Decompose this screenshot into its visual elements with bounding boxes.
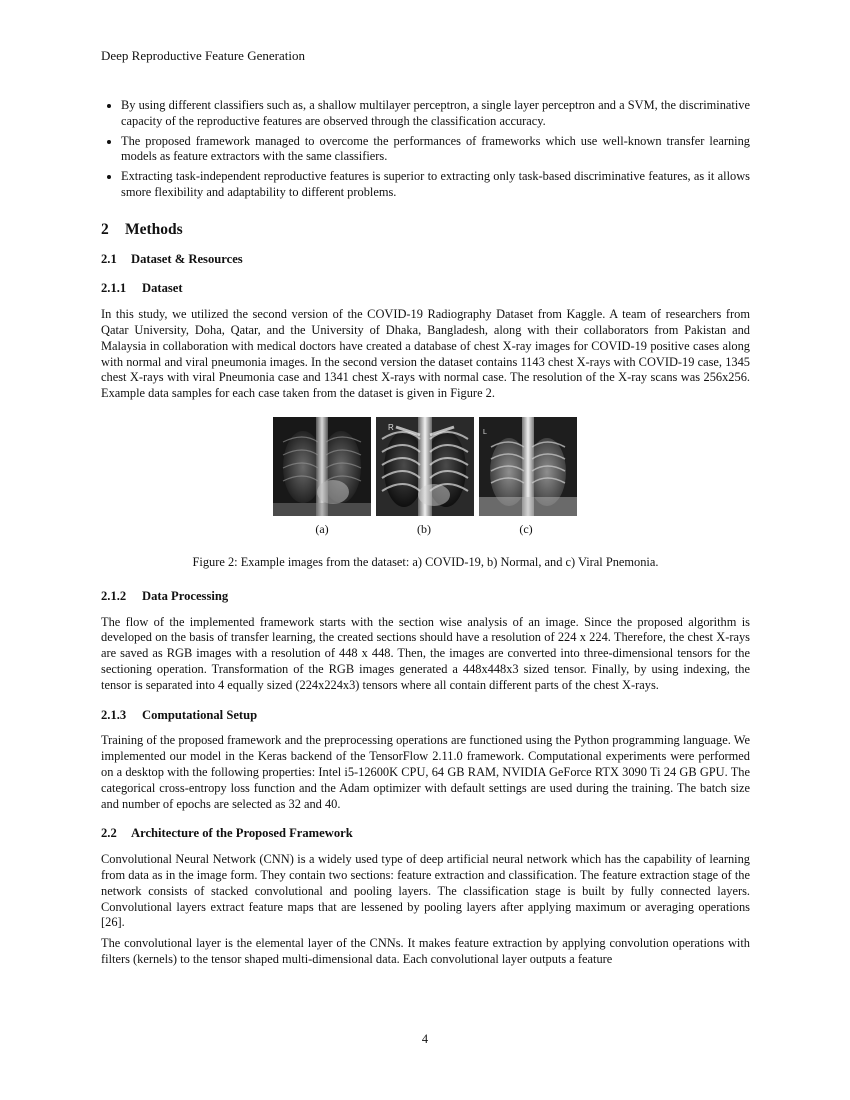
subsection-heading-dataset-resources bbox=[101, 252, 750, 268]
subsubsection-heading-computational-setup bbox=[101, 708, 750, 724]
xray-image-covid bbox=[273, 417, 371, 516]
paragraph-computational-setup: Training of the proposed framework and the preprocessing operations are functioned using the Python programming language. We implemented our model in the Keras backend of the TensorFlow 2.11.0 framework. Computational experiments were performed on a desktop with the following properties: Intel i5-12600K CPU, 64 GB RAM, NVIDIA GeForce RTX 3090 Ti 24 GB GPU. The categorical cross-entropy loss function and the Adam optimizer with default settings are used during the training. The batch size and number of epochs are selected as 32 and 40. bbox=[101, 733, 750, 811]
list-item: • By using different classifiers such as, a shallow multilayer perceptron, a single layer perceptron and a SVM, the discriminative capacity of the reproductive features are observed through the classification accuracy. bbox=[121, 98, 750, 130]
subfigure-label-b: (b) bbox=[417, 521, 431, 536]
section-title: Methods bbox=[125, 220, 183, 238]
subsection-number: 2.2 bbox=[101, 826, 117, 841]
xray-image-viral-pneumonia bbox=[479, 417, 577, 516]
subfigure-label-a: (a) bbox=[315, 521, 329, 536]
subsubsection-number: 2.1.3 bbox=[101, 707, 127, 722]
figure-caption: Figure 2: Example images from the dataset: a) COVID-19, b) Normal, and c) Viral Pnemonia. bbox=[192, 554, 659, 569]
list-item: • Extracting task-independent reproductive features is superior to extracting only task-based discriminative features, as it allows smore flexibility and adaptability to different problems. bbox=[121, 169, 750, 201]
section-heading-methods bbox=[101, 222, 750, 238]
subsubsection-title: Computational Setup bbox=[142, 707, 258, 722]
subsubsection-heading-dataset bbox=[101, 281, 750, 297]
subsection-title: Dataset & Resources bbox=[131, 251, 243, 266]
paragraph-convolutional-layer: The convolutional layer is the elemental layer of the CNNs. It makes feature extraction by applying convolution operations with filters (kernels) to the tensor shaped multi-dimensional data. Each convolutional layer outputs a feature bbox=[101, 936, 750, 966]
subsection-heading-architecture bbox=[101, 826, 750, 842]
paragraph-cnn-intro: Convolutional Neural Network (CNN) is a widely used type of deep artificial neural network which has the capability of learning from data as in the image form. They contain two sections: feature extraction and classification. The feature extraction stage of the network consists of stacked convolutional and pooling layers. The classification stage is built by fully connected layers. Convolutional layers extract feature maps that are lessened by pooling layers after applying maximum or averaging operations [26]. bbox=[101, 852, 750, 930]
running-head: Deep Reproductive Feature Generation bbox=[101, 48, 305, 63]
contribution-list bbox=[101, 98, 750, 201]
subsubsection-title: Dataset bbox=[142, 281, 183, 296]
paragraph-dataset: In this study, we utilized the second version of the COVID-19 Radiography Dataset from Kaggle. A team of researchers from Qatar University, Doha, Qatar, and the University of Dhaka, Bangladesh, along with their collaborators from Pakistan and Malaysia in collaboration with medical doctors have created a database of chest X-ray images for COVID-19 positive cases along with normal and viral pneumonia images. In the second version the dataset contains 1143 chest X-rays with COVID-19 case, 1345 chest X-rays with viral Pneumonia case and 1341 chest X-rays with normal case. The resolution of the X-ray scans was 256x256. Example data samples for each case taken from the dataset is given in Figure 2. bbox=[101, 307, 750, 401]
xray-side-marker: R bbox=[388, 422, 394, 432]
figure-2 bbox=[101, 417, 750, 555]
subsubsection-number: 2.1.1 bbox=[101, 281, 127, 296]
xray-side-marker: L bbox=[483, 428, 487, 436]
subsection-title: Architecture of the Proposed Framework bbox=[131, 826, 353, 841]
section-number: 2 bbox=[101, 220, 109, 238]
subsubsection-number: 2.1.2 bbox=[101, 588, 127, 603]
subfigure-label-c: (c) bbox=[519, 521, 533, 536]
list-item: • The proposed framework managed to overcome the performances of frameworks which use well-known transfer learning models as feature extractors with the same classifiers. bbox=[121, 134, 750, 166]
main-content bbox=[101, 98, 750, 968]
subsubsection-title: Data Processing bbox=[142, 588, 229, 603]
page-number: 4 bbox=[421, 1032, 429, 1046]
paragraph-data-processing: The flow of the implemented framework starts with the section wise analysis of an image. Since the proposed algorithm is developed on the basis of transfer learning, the created sections should have a resolution of 224 x 224. Therefore, the chest X-rays are saved as RGB images with a resolution of 448 x 448. Then, the images are converted into three-dimensional tensors for the sectioning operation. Transformation of the RGB images generated a 448x448x3 sized tensor. Finally, by using indexing, the tensor is separated into 4 equally sized (224x224x3) tensors where all contain different parts of the chest X-rays. bbox=[101, 614, 750, 692]
xray-image-normal bbox=[376, 417, 474, 516]
subsection-number: 2.1 bbox=[101, 251, 117, 266]
subsubsection-heading-data-processing bbox=[101, 589, 750, 605]
